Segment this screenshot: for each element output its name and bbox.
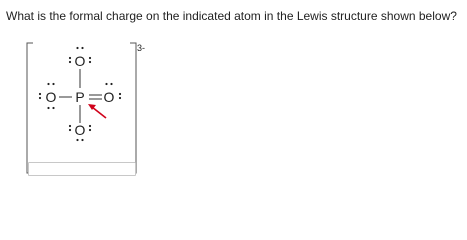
ion-charge: 3- <box>137 43 146 53</box>
atom-bottom-oxygen: O <box>74 122 86 138</box>
answer-input[interactable] <box>28 162 136 176</box>
atom-left-oxygen: O <box>45 89 57 105</box>
atom-right-oxygen: O <box>103 89 115 105</box>
indicator-arrow <box>88 104 106 118</box>
left-bracket <box>27 43 33 173</box>
atom-phosphorus: P <box>75 89 85 105</box>
question-text: What is the formal charge on the indicated atom in the Lewis structure shown below? <box>6 9 457 23</box>
atom-top-oxygen: O <box>74 53 86 69</box>
right-bracket <box>130 43 136 173</box>
